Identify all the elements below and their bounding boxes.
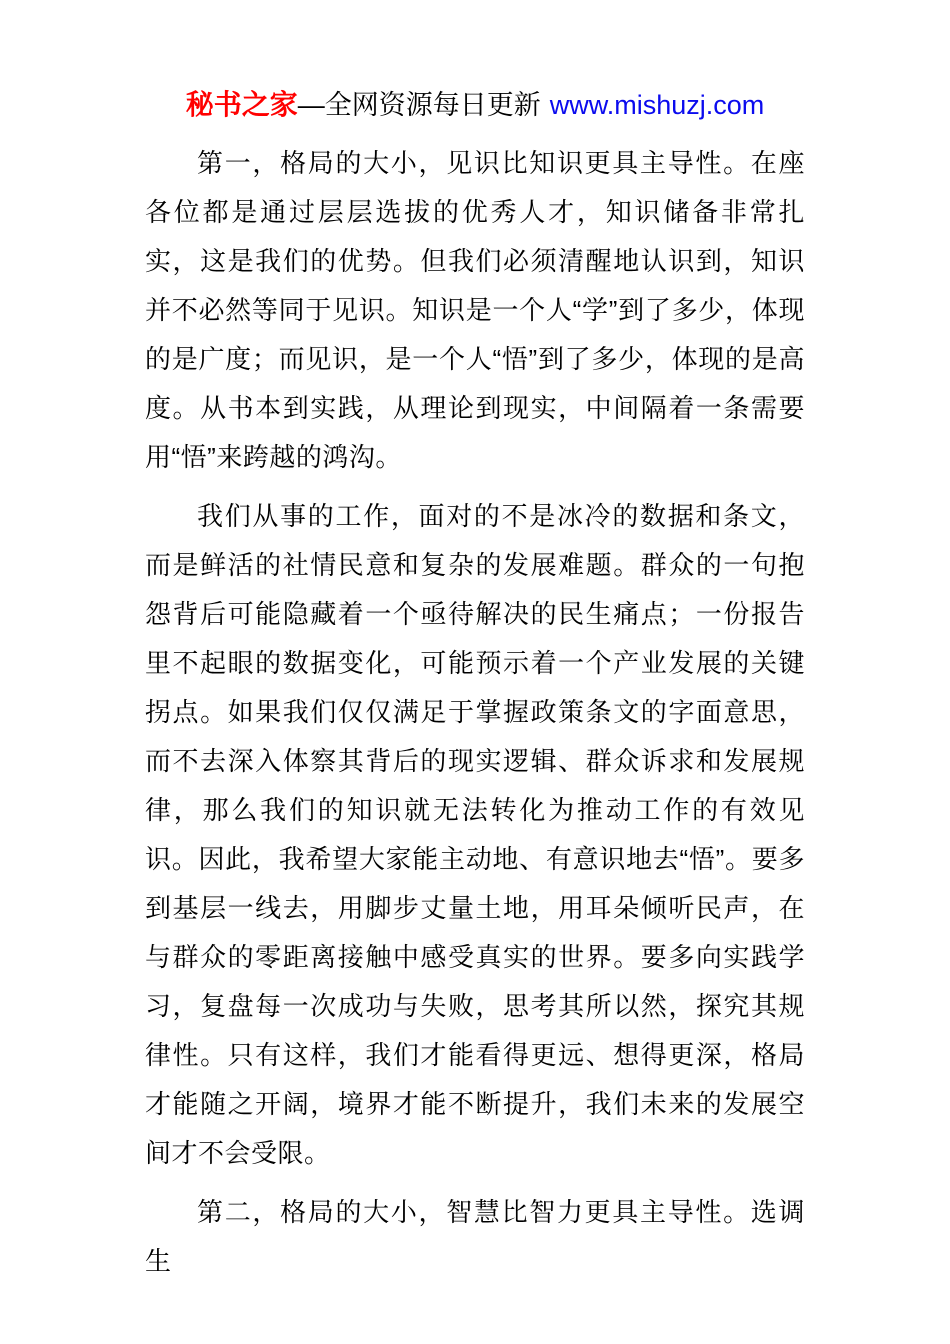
paragraph-2: 我们从事的工作，面对的不是冰冷的数据和条文，而是鲜活的社情民意和复杂的发展难题。群众的一句抱怨背后可能隐藏着一个亟待解决的民生痛点；一份报告里不起眼的数据变化，可能预示着一个产业发展的关键拐点。如果我们仅仅满足于掌握政策条文的字面意思，而不去深入体察其背后的现实逻辑、群众诉求和发展规律，那么我们的知识就无法转化为推动工作的有效见识。因此，我希望大家能主动地、有意识地去“悟”。要多到基层一线去，用脚步丈量土地，用耳朵倾听民声，在与群众的零距离接触中感受真实的世界。要多向实践学习，复盘每一次成功与失败，思考其所以然，探究其规律性。只有这样，我们才能看得更远、想得更深，格局才能随之开阔，境界才能不断提升，我们未来的发展空间才不会受限。 bbox=[145, 501, 805, 1168]
paragraph-3: 第二，格局的大小，智慧比智力更具主导性。选调生 bbox=[145, 1197, 805, 1276]
site-url-link[interactable]: www.mishuzj.com bbox=[549, 90, 765, 120]
site-tagline: —全网资源每日更新 bbox=[297, 90, 541, 120]
paragraph-1: 第一，格局的大小，见识比知识更具主导性。在座各位都是通过层层选拔的优秀人才，知识储备非常扎实，这是我们的优势。但我们必须清醒地认识到，知识并不必然等同于见识。知识是一个人“学”到了多少，体现的是广度；而见识，是一个人“悟”到了多少，体现的是高度。从书本到实践，从理论到现实，中间隔着一条需要用“悟”来跨越的鸿沟。 bbox=[145, 148, 805, 472]
site-brand: 秘书之家 bbox=[185, 89, 298, 120]
document-body bbox=[145, 139, 805, 1286]
site-header bbox=[0, 88, 950, 122]
